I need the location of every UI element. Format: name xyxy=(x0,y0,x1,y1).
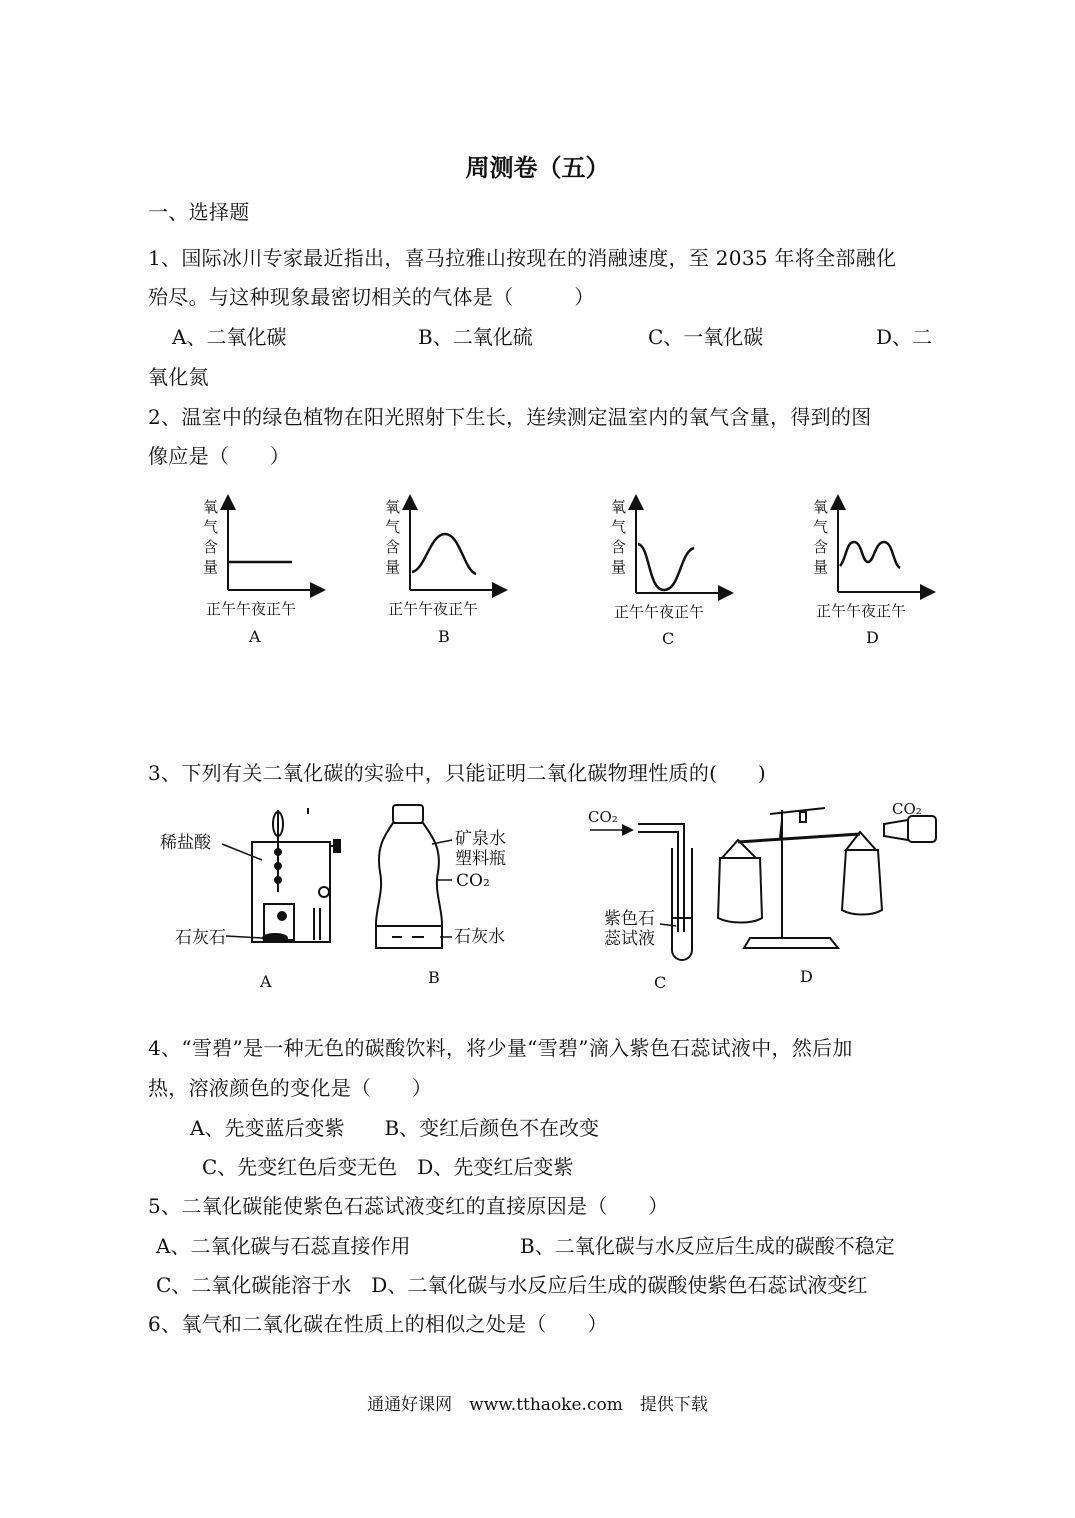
q2-graphs xyxy=(0,490,1075,660)
graph-b-curve xyxy=(412,534,476,574)
q4-line1: 4、“雪碧”是一种无色的碳酸饮料，将少量“雪碧”滴入紫色石蕊试液中，然后加 xyxy=(148,1036,853,1060)
q1-line2: 殆尽。与这种现象最密切相关的气体是（ ） xyxy=(148,285,595,309)
apparatus-b-label-co2: CO₂ xyxy=(456,871,490,891)
graph-b-label: B xyxy=(438,627,450,646)
graph-d-ylabel-3: 含 xyxy=(813,538,829,556)
q3-apparatus xyxy=(0,800,1075,995)
graph-c-ylabel-1: 氧 xyxy=(611,498,627,516)
q1-option-a: A、二氧化碳 xyxy=(172,325,287,349)
q3-stem: 3、下列有关二氧化碳的实验中，只能证明二氧化碳物理性质的( ) xyxy=(148,761,766,785)
graph-c-ylabel-4: 量 xyxy=(611,558,627,576)
graph-c xyxy=(611,498,726,648)
graph-a-ylabel-1: 氧 xyxy=(203,498,219,516)
apparatus-d-label-co2: CO₂ xyxy=(892,800,922,818)
apparatus-a xyxy=(222,808,340,942)
apparatus-a-label-stone: 石灰石 xyxy=(175,928,226,948)
q2-line1: 2、温室中的绿色植物在阳光照射下生长，连续测定温室内的氧气含量，得到的图 xyxy=(148,405,872,429)
graph-b-ylabel-3: 含 xyxy=(385,538,401,556)
graph-b-ylabel-4: 量 xyxy=(385,558,401,576)
graph-b-xlabel: 正午午夜正午 xyxy=(388,600,479,618)
apparatus-b-label-bottle: 塑料瓶 xyxy=(455,849,506,869)
q5-options-cd: C、二氧化碳能溶于水 D、二氧化碳与水反应后生成的碳酸使紫色石蕊试液变红 xyxy=(156,1273,868,1297)
q2-line2: 像应是（ ） xyxy=(148,444,291,468)
apparatus-c-label: C xyxy=(654,973,667,992)
graph-c-xlabel: 正午午夜正午 xyxy=(614,603,705,621)
graph-a xyxy=(203,498,318,646)
q4-options-row1: A、先变蓝后变紫 B、变红后颜色不在改变 xyxy=(190,1116,600,1140)
apparatus-d xyxy=(718,808,936,948)
graph-d-xlabel: 正午午夜正午 xyxy=(816,602,907,620)
apparatus-b-label-limewater: 石灰水 xyxy=(454,927,505,947)
apparatus-b xyxy=(376,805,452,948)
graph-a-xlabel: 正午午夜正午 xyxy=(206,600,297,618)
graph-c-label: C xyxy=(662,629,675,648)
graph-d-ylabel-1: 氧 xyxy=(813,498,829,516)
graph-d-label: D xyxy=(866,628,879,647)
q1-option-d-wrap: 氧化氮 xyxy=(148,365,209,389)
graph-c-curve xyxy=(638,544,694,590)
q5-stem: 5、二氧化碳能使紫色石蕊试液变红的直接原因是（ ） xyxy=(148,1194,669,1218)
graph-b xyxy=(385,498,500,646)
graph-c-ylabel-3: 含 xyxy=(611,538,627,556)
apparatus-c-label-litmus-1: 紫色石 xyxy=(604,909,655,929)
graph-b-ylabel-1: 氧 xyxy=(385,498,401,516)
q4-line2: 热，溶液颜色的变化是（ ） xyxy=(148,1076,433,1100)
apparatus-d-label: D xyxy=(800,967,813,986)
graph-d-ylabel-2: 气 xyxy=(813,518,829,536)
graph-a-label: A xyxy=(249,627,261,646)
page-title: 周测卷（五） xyxy=(465,153,610,182)
q4-options-row2: C、先变红色后变无色 D、先变红后变紫 xyxy=(202,1155,574,1179)
apparatus-b-label-water: 矿泉水 xyxy=(455,829,506,849)
apparatus-a-label-acid: 稀盐酸 xyxy=(160,833,211,853)
q1-line1: 1、国际冰川专家最近指出，喜马拉雅山按现在的消融速度，至 2035 年将全部融化 xyxy=(148,246,897,270)
graph-d xyxy=(813,498,928,647)
graph-a-ylabel-2: 气 xyxy=(203,518,219,536)
q5-option-b: B、二氧化碳与水反应后生成的碳酸不稳定 xyxy=(520,1234,895,1258)
q1-option-c: C、一氧化碳 xyxy=(648,325,764,349)
graph-a-ylabel-3: 含 xyxy=(203,538,219,556)
graph-a-ylabel-4: 量 xyxy=(203,558,219,576)
q1-option-b: B、二氧化硫 xyxy=(418,325,533,349)
page-footer: 通通好课网 www.tthaoke.com 提供下载 xyxy=(367,1395,708,1415)
apparatus-c-label-litmus-2: 蕊试液 xyxy=(604,929,655,949)
apparatus-c-label-co2: CO₂ xyxy=(588,808,618,826)
graph-b-ylabel-2: 气 xyxy=(385,518,401,536)
q6-stem: 6、氧气和二氧化碳在性质上的相似之处是（ ） xyxy=(148,1312,608,1336)
q5-option-a: A、二氧化碳与石蕊直接作用 xyxy=(156,1234,411,1258)
graph-d-curve xyxy=(840,542,900,568)
apparatus-a-label: A xyxy=(260,972,272,991)
graph-c-ylabel-2: 气 xyxy=(611,518,627,536)
section-heading: 一、选择题 xyxy=(148,200,250,224)
apparatus-b-label: B xyxy=(428,968,440,987)
q1-option-d: D、二 xyxy=(876,325,933,349)
graph-d-ylabel-4: 量 xyxy=(813,558,829,576)
